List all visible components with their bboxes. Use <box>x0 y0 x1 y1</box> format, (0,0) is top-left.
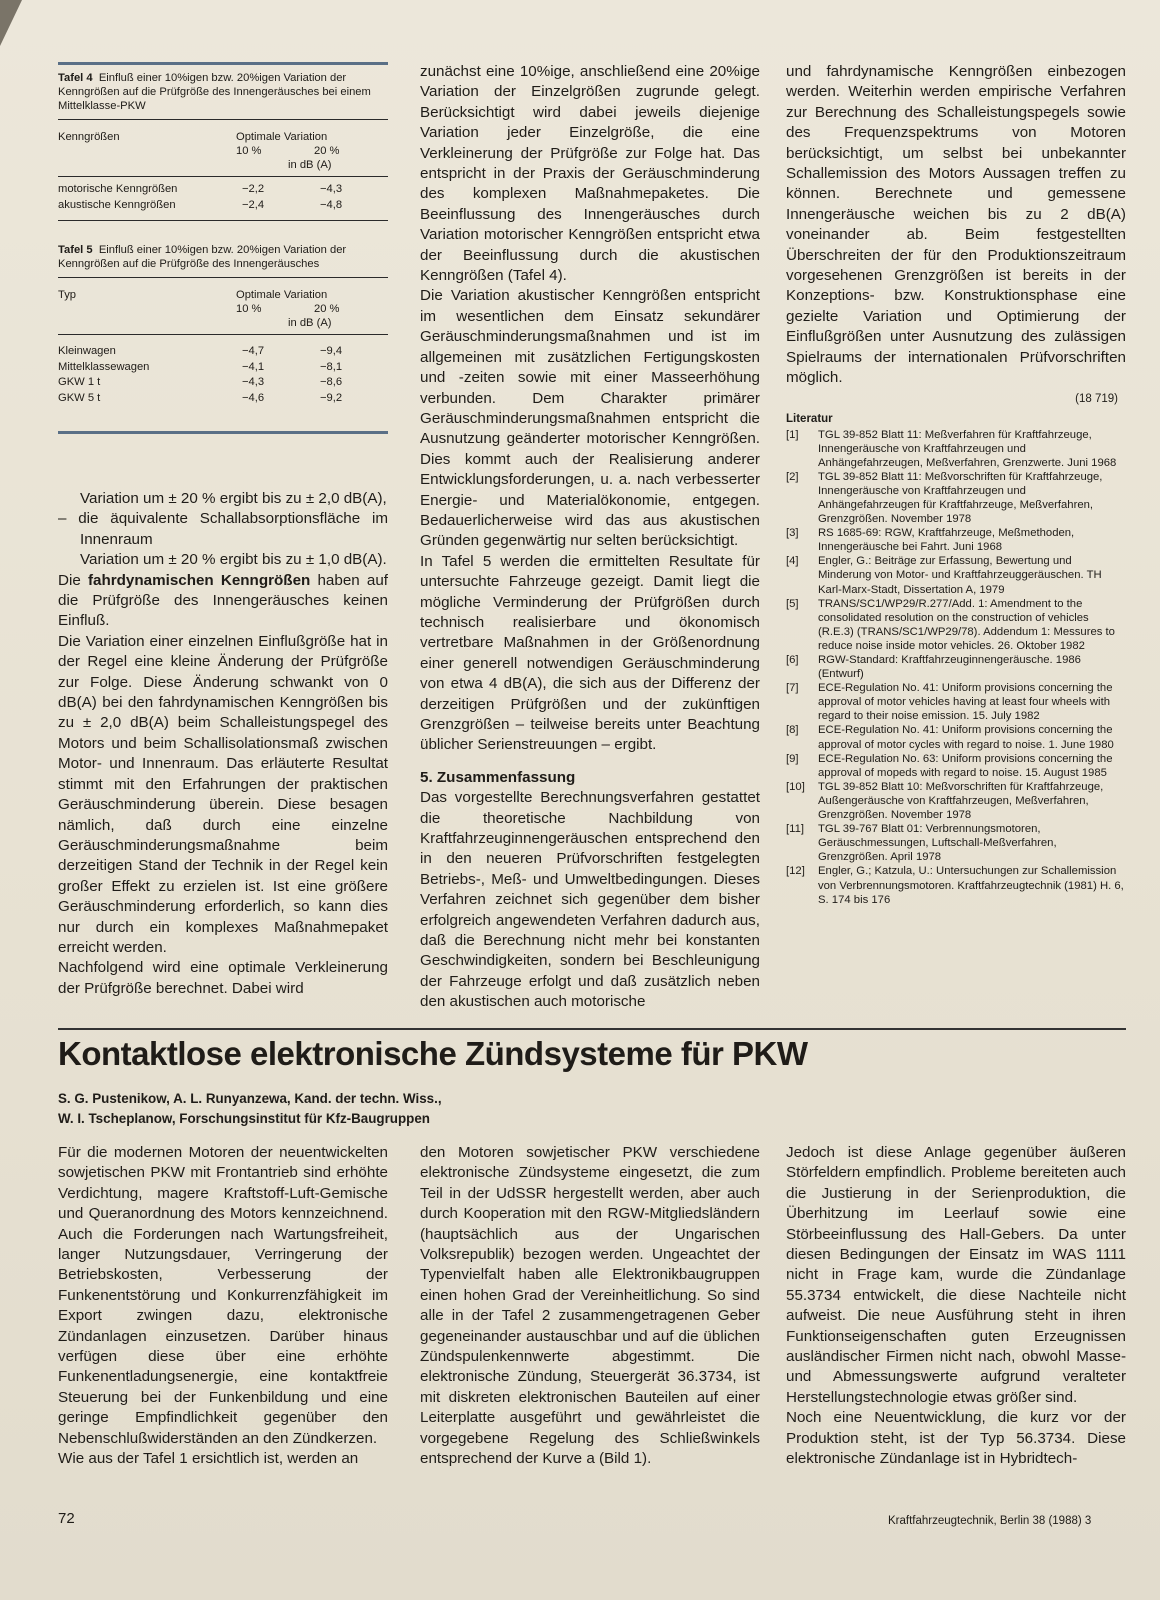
table-row: GKW 5 t −4,6 −9,2 <box>58 391 343 404</box>
table-4-unit: in dB (A) <box>288 159 332 171</box>
table-5-header <box>58 278 388 334</box>
journal-footer: Kraftfahrzeugtechnik, Berlin 38 (1988) 3 <box>888 1515 1092 1527</box>
paragraph: Wie aus der Tafel 1 ersichtlich ist, werden an <box>58 1450 359 1468</box>
list-item: [3] RS 1685-69: RGW, Kraftfahrzeuge, Meßmethoden, Innengeräusche bei Fahrt. Juni 1968 <box>786 527 1075 554</box>
paragraph: Die Variation akustischer Kenngrößen entspricht im wesentlichen dem Einsatz sekundärer Geräuschminderungsmaßnahmen und ist im allgemeinen mit zusätzlichen Fertigungskosten und -zeiten sowie mit einer Masseerhöhung verbunden. Dem Charakter primärer Geräuschminderungsmaßnahmen entspricht die Ausnutzung geänderter motorischer Kenngrößen. Dies kommt auch der Realisierung anderer Entwicklungsforderungen, u. a. nach verbesserter Energie- und Materialökonomie, entgegen. Bedauerlicherweise wird das aus akustischen Gründen gegenwärtig nur selten berücksichtigt. <box>420 287 760 550</box>
page-corner-shadow <box>0 0 22 46</box>
list-item: [9] ECE-Regulation No. 63: Uniform provisions concerning the approval of mopeds with regard to noise. 15. August 1985 <box>786 752 1113 779</box>
list-item: [7] ECE-Regulation No. 41: Uniform provisions concerning the approval of motor vehicles having at least four wheels with regard to their noise emission. 15. July 1982 <box>786 682 1113 723</box>
table-4-top-rule <box>58 62 388 65</box>
table-5-col-20: 20 % <box>314 303 340 315</box>
table-4-col-20: 20 % <box>314 145 340 157</box>
list-item: [12] Engler, G.; Katzula, U.: Untersuchungen zur Schallemission von Verbrennungsmotoren. Kraftfahrzeugtechnik (1981) H. 6, S. 174 bis 176 <box>786 865 1124 906</box>
table-row: Kleinwagen −4,7 −9,4 <box>58 345 343 357</box>
article-title: Kontaktlose elektronische Zündsysteme für PKW <box>58 1035 808 1072</box>
section-heading: 5. Zusammenfassung <box>420 768 576 786</box>
table-5-col-label: Typ <box>58 289 77 301</box>
paragraph: Jedoch ist diese Anlage gegenüber äußeren Störfeldern empfindlich. Probleme bereiteten auch die Justierung in der Serienproduktion, die Überhitzung im Leerlauf sowie eine Störbeeinflussung des Hall-Gebers. Da unter diesen Bedingungen der Einsatz im WAS 1111 nicht in Frage kam, wurde die Zündanlage 55.3734 entwickelt, die diese Nachteile nicht aufweist. Die neue Ausführung steht in ihren Funktionseigenschaften guten Erzeugnissen ausländischer Firmen nicht nach, obwohl Masse- und Abmessungswerte aufgrund veralteter Herstellungstechnologie etwas größer sind. <box>786 1144 1126 1406</box>
article-column-3 <box>786 1143 1126 1470</box>
references-heading: Literatur <box>786 412 833 425</box>
table-row: Mittelklassewagen −4,1 −8,1 <box>58 360 343 373</box>
table-5-unit: in dB (A) <box>288 317 332 329</box>
table-5-mid-rule <box>58 334 388 335</box>
table-row: akustische Kenngrößen −2,4 −4,8 <box>58 198 343 211</box>
paragraph: Das vorgestellte Berechnungsverfahren gestattet die theoretische Nachbildung von Kraftfahrzeuginnengeräuschen entsprechend den in den neueren Prüfvorschriften festgelegten Betriebs-, Meß- und Umweltbedingungen. Dieses Verfahren zeichnet sich gegenüber dem bisher erfolgreich angewendeten Verfahren dadurch aus, daß die Berechnung nicht mehr bei konstanten Geschwindigkeiten, sondern bei Beschleunigung der Fahrzeuge erfolgt und daß zusätzlich neben den akustischen auch motorische <box>420 789 760 1011</box>
article-column-2 <box>420 1143 760 1470</box>
list-item: [11] TGL 39-767 Blatt 01: Verbrennungsmotoren, Geräuschmessungen, Luftschall-Meßverfahren, Grenzgrößen. April 1978 <box>786 823 1057 864</box>
table-4-col-label: Kenngrößen <box>58 131 120 143</box>
list-item: [10] TGL 39-852 Blatt 10: Meßvorschriften für Kraftfahrzeuge, Außengeräusche von Kraftfahrzeugen, Meßverfahren, Grenzgrößen. November 1978 <box>786 780 1104 822</box>
article-authors: S. G. Pustenikow, A. L. Runyanzewa, Kand. der techn. Wiss., W. I. Tscheplanow, Forschungsinstitut für Kfz-Baugruppen <box>58 1091 442 1126</box>
table-4-caption: Tafel 4 Einfluß einer 10%igen bzw. 20%igen Variation der Kenngrößen auf die Prüfgröße des Innengeräusches bei einem Mittelklasse-PKW <box>58 72 371 112</box>
list-item: [8] ECE-Regulation No. 41: Uniform provisions concerning the approval of motor cycles with regard to noise. 1. June 1980 <box>786 724 1114 751</box>
paragraph: den Motoren sowjetischer PKW verschiedene elektronische Zündsysteme eingesetzt, die zum Teil in der UdSSR hergestellt werden, aber auch durch Kooperation mit den RGW-Mitgliedsländern (hauptsächlich aus der Ungarischen Volksrepublik) bezogen werden. Ungeachtet der Typenvielfalt haben alle Elektronikbaugruppen einen hohen Grad der Vereinheitlichung. So sind alle in der Tafel 2 zusammengetragenen Geber gegeneinander austauschbar und auf die üblichen Zündspulenkennwerte abgestimmt. Die elektronische Zündung, Steuergerät 36.3734, ist mit diskreten elektronischen Bauteilen auf einer Leiterplatte ausgeführt und gewährleistet die vorgegebene Regelung des Schließwinkels entsprechend der Kurve a (Bild 1). <box>420 1144 760 1468</box>
column-2-text <box>420 62 760 1013</box>
list-item: [2] TGL 39-852 Blatt 11: Meßvorschriften für Kraftfahrzeuge, Innengeräusche von Kraftfahrzeugen und Anhängefahrzeugen für Kraftfahrzeuge, Meßverfahren, Grenzgrößen. November 1978 <box>786 470 1103 526</box>
list-item: [6] RGW-Standard: Kraftfahrzeuginnengeräusche. 1986 (Entwurf) <box>786 654 1081 681</box>
paragraph: Nachfolgend wird eine optimale Verkleinerung der Prüfgröße berechnet. Dabei wird <box>58 959 388 997</box>
paragraph: und fahrdynamische Kenngrößen einbezogen werden. Weiterhin werden empirische Verfahren zur Berechnung des Schalleistungspegels sowie des Frequenzspektrums von Motoren berücksichtigt, um selbst bei unbekannter Schallemission des Motors Aussagen treffen zu können. Berechnete und gemessene Innengeräusche weichen bis zu 2 dB(A) voneinander ab. Beim festgestellten Überschreiten der für den Produktionszeitraum vorgesehenen Grenzgrößen ist bereits in der Konzeptions- bzw. Konstruktionsphase eine gezielte Variation und Optimierung der Einflußgrößen unter Ausnutzung des zulässigen Spielraums der internationalen Prüfvorschriften möglich. <box>786 63 1126 387</box>
table-4-col-group: Optimale Variation <box>236 131 328 143</box>
table-5-caption: Tafel 5 Einfluß einer 10%igen bzw. 20%igen Variation der Kenngrößen auf die Prüfgröße des Innengeräusches <box>58 244 347 270</box>
paragraph: Für die modernen Motoren der neuentwickelten sowjetischen PKW mit Frontantrieb sind erhöhte Verdichtung, magere Kraftstoff-Luft-Gemische und Queranordnung des Motors kennzeichnend. Auch die Forderungen nach Wartungsfreiheit, langer Nutzungsdauer, Verringerung der Betriebskosten, Verbesserung der Funkenentstörung und Konkurrenzfähigkeit im Export zwingen dazu, elektronische Zündanlagen einzusetzen. Darüber hinaus verfügen diese über eine erhöhte Funkenentladungsenergie, eine kontaktfreie Steuerung bei der Funkenbildung und eine geringe Empfindlichkeit gegenüber den Nebenschlußwiderständen an den Zündkerzen. <box>58 1144 388 1447</box>
article-separator <box>58 1028 1126 1030</box>
table-row: GKW 1 t −4,3 −8,6 <box>58 376 343 388</box>
list-item: [1] TGL 39-852 Blatt 11: Meßverfahren für Kraftfahrzeuge, Innengeräusche von Kraftfahrzeugen und Anhängefahrzeugen, Meßverfahren, Grenzwerte. Juni 1968 <box>786 428 1117 469</box>
paragraph: Variation um ± 20 % ergibt bis zu ± 2,0 dB(A), <box>80 490 387 507</box>
table-4-col-10: 10 % <box>236 145 262 157</box>
paragraph: Die fahrdynamischen Kenngrößen haben auf die Prüfgröße des Innengeräusches keinen Einfluß. <box>58 571 388 630</box>
table-4-header <box>58 120 388 176</box>
column-1-top <box>58 62 388 434</box>
paragraph: Variation um ± 20 % ergibt bis zu ± 1,0 dB(A). <box>80 551 387 569</box>
article-column-1 <box>58 1143 388 1470</box>
page-number: 72 <box>58 1510 75 1527</box>
table-5-bottom-rule <box>58 431 388 434</box>
table-5-col-group: Optimale Variation <box>236 289 328 301</box>
list-item: [5] TRANS/SC1/WP29/R.277/Add. 1: Amendment to the consolidated resolution on the construction of vehicles (R.E.3) (TRANS/SC1/WP29/78). Addendum 1: Messures to reduce noise inside motor vehicles. 26. Oktober 1982 <box>786 597 1115 652</box>
paragraph: zunächst eine 10%ige, anschließend eine 20%ige Variation der Einzelgrößen zugrunde gelegt. Berücksichtigt wird dabei jeweils diejenige Variation jeder Einzelgröße, die eine Verkleinerung der Prüfgröße zur Folge hat. Das entspricht in der Praxis der Geräuschminderung des komplexen Maßnahmepaketes. Die Beeinflussung des Innengeräusches durch Variation motorischer Kenngrößen entspricht etwa der Beeinflussung durch die akustischen Kenngrößen (Tafel 4). <box>420 63 760 285</box>
paragraph: Noch eine Neuentwicklung, die kurz vor der Produktion steht, ist der Typ 56.3734. Diese elektronische Zündanlage ist in Hybridtech- <box>786 1409 1126 1468</box>
reference-list <box>786 428 1126 907</box>
table-4-mid-rule <box>58 176 388 177</box>
column-1-text <box>58 489 388 999</box>
table-row: motorische Kenngrößen −2,2 −4,3 <box>58 183 343 195</box>
table-5-col-10: 10 % <box>236 303 262 315</box>
column-3-text <box>786 62 1126 389</box>
article-code: (18 719) <box>1075 392 1118 405</box>
list-item: [4] Engler, G.: Beiträge zur Erfassung, Bewertung und Minderung von Motor- und Kraftfahrzeuggeräuschen. TH Karl-Marx-Stadt, Dissertation A, 1979 <box>786 555 1102 596</box>
paragraph: – die äquivalente Schallabsorptionsfläche im Innenraum <box>58 510 388 548</box>
paragraph: In Tafel 5 werden die ermittelten Resultate für untersuchte Fahrzeuge gezeigt. Damit liegt die mögliche Verminderung der Prüfgrößen durch technisch realisierbare und ökonomisch vertretbare Maßnahmen in der Größenordnung einer generell notwendigen Geräuschminderung von etwa 4 dB(A), die sich aus der Differenz der derzeitigen Prüfgrößen und der zukünftigen Grenzgrößen – teilweise bereits unter Beachtung üblicher Serienstreuungen – ergibt. <box>420 552 760 754</box>
paragraph: Die Variation einer einzelnen Einflußgröße hat in der Regel eine kleine Änderung der Prüfgröße zur Folge. Diese Änderung schwankt von 0 dB(A) bei den fahrdynamischen Kenngrößen bis zu ± 2,0 dB(A) beim Schalleistungspegel des Motors und beim Schallisolationsmaß zwischen Motor- und Innenraum. Das erläuterte Resultat stimmt mit den Erfahrungen der praktischen Geräuschminderung überein. Diese besagen nämlich, daß durch eine einzelne Geräuschminderungsmaßnahme beim derzeitigen Stand der Technik in der Regel kein großer Effekt zu erzielen ist. Ist eine größere Geräuschminderung erforderlich, so kann dies nur durch ein komplexes Maßnahmepaket erreicht werden. <box>58 632 388 956</box>
column-3 <box>786 62 1126 907</box>
